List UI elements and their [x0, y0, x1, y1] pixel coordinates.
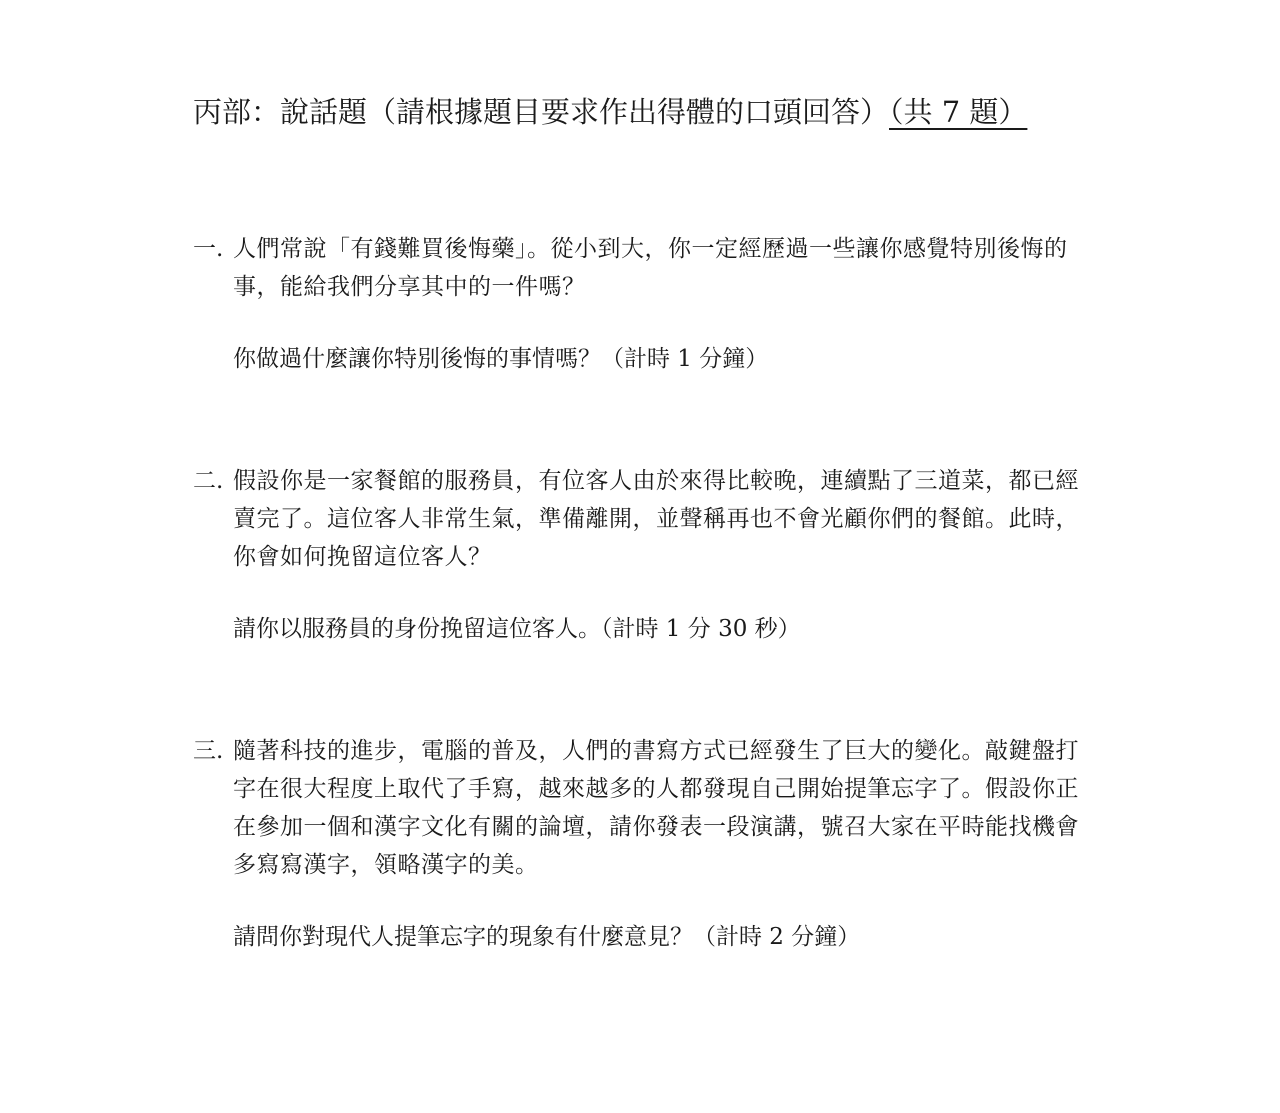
- question-text: 人們常說「有錢難買後悔藥」。從小到大，你一定經歷過一些讓你感覺特別後悔的事，能給我們分享其中的一件嗎？: [233, 236, 1068, 300]
- question-number: 一.: [193, 236, 224, 262]
- page-title: [193, 92, 1027, 132]
- question-1: [193, 230, 1093, 378]
- question-count: （共 7 題）: [889, 95, 1028, 129]
- question-prompt: 請你以服務員的身份挽留這位客人。（計時 1 分 30 秒）: [233, 616, 801, 642]
- section-title: 丙部：說話題（請根據題目要求作出得體的口頭回答）: [193, 95, 890, 129]
- question-prompt: 請問你對現代人提筆忘字的現象有什麼意見？（計時 2 分鐘）: [233, 924, 861, 950]
- question-2: [193, 462, 1093, 648]
- question-number: 三.: [193, 738, 224, 764]
- question-text: 隨著科技的進步，電腦的普及，人們的書寫方式已經發生了巨大的變化。敲鍵盤打字在很大程度上取代了手寫，越來越多的人都發現自己開始提筆忘字了。假設你正在參加一個和漢字文化有關的論壇，請你發表一段演講，號召大家在平時能找機會多寫寫漢字，領略漢字的美。: [233, 738, 1079, 878]
- question-text: 假設你是一家餐館的服務員，有位客人由於來得比較晚，連續點了三道菜，都已經賣完了。這位客人非常生氣，準備離開，並聲稱再也不會光顧你們的餐館。此時，你會如何挽留這位客人？: [233, 468, 1079, 570]
- question-number: 二.: [193, 468, 224, 494]
- question-3: [193, 732, 1093, 956]
- question-prompt: 你做過什麼讓你特別後悔的事情嗎？（計時 1 分鐘）: [233, 346, 769, 372]
